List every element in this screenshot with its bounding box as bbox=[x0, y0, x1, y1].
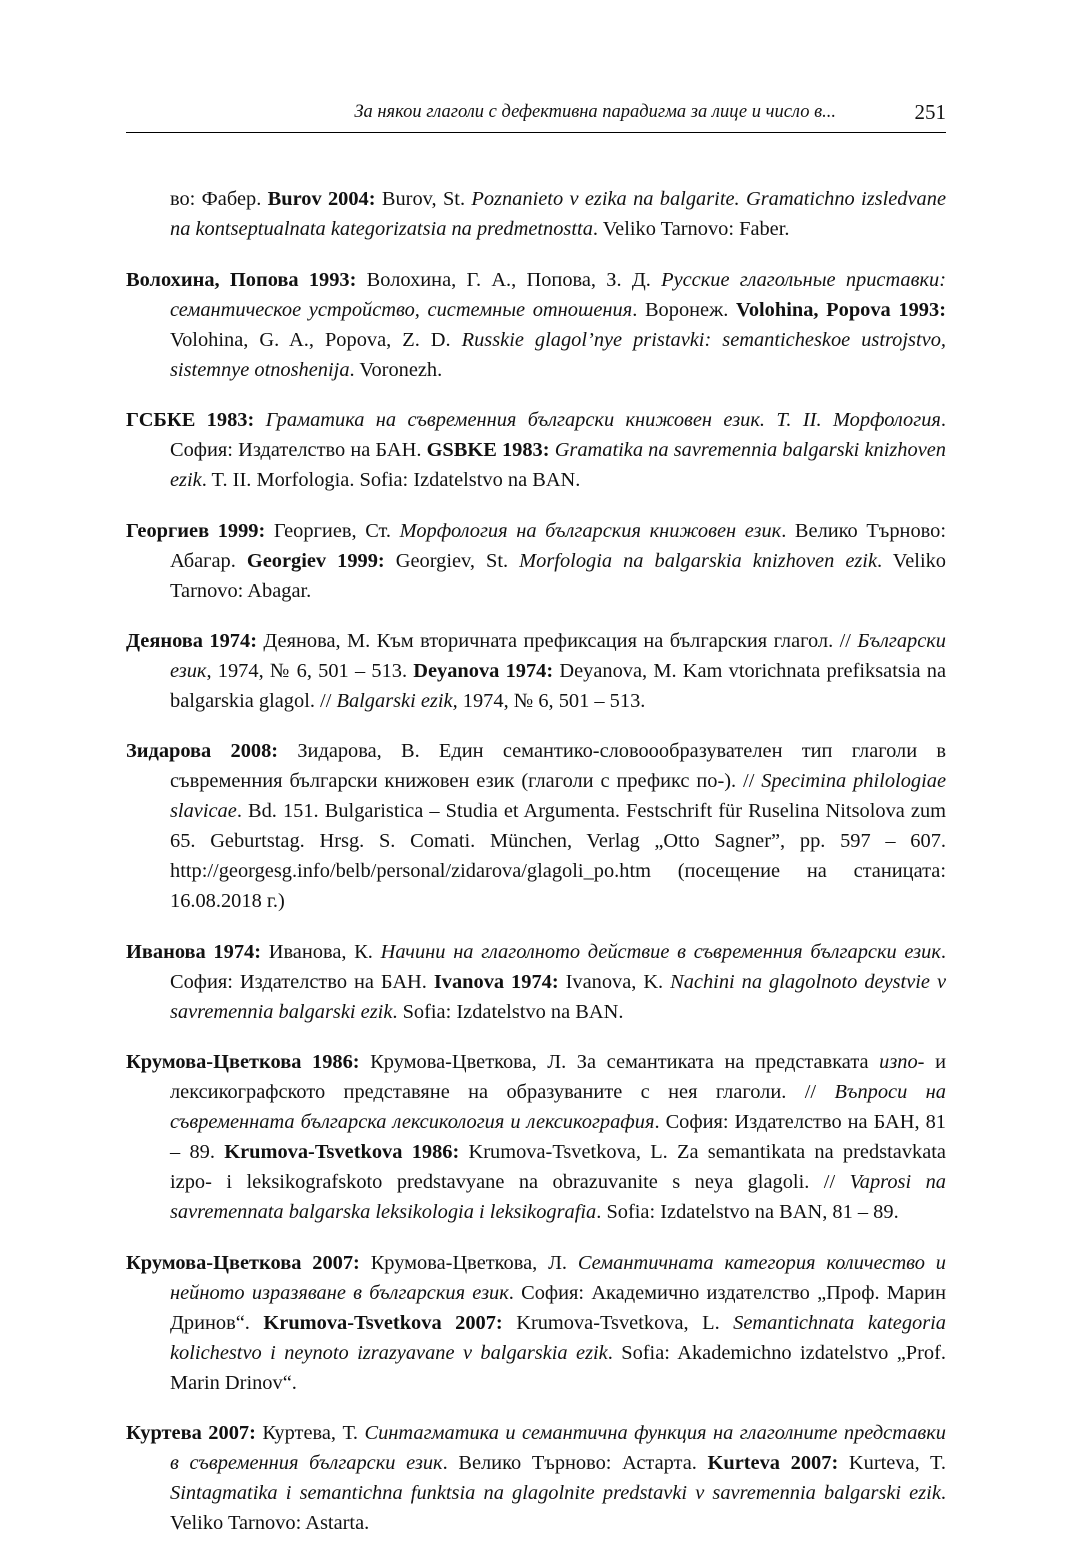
reference-entry bbox=[126, 937, 946, 1027]
reference-text: . София: Издателство на БАН, 81 – 89. bbox=[170, 1111, 946, 1164]
reference-entry bbox=[126, 1418, 946, 1538]
reference-entry bbox=[126, 265, 946, 385]
reference-key: Деянова 1974: bbox=[126, 629, 257, 652]
reference-text: Деянова, М. Към вторичната префиксация на българския глагол. // bbox=[256, 629, 858, 652]
reference-text: Куртева, Т. bbox=[255, 1421, 365, 1444]
reference-title: Въпроси на съвременната българска лексикология и лексикография bbox=[170, 1081, 946, 1134]
reference-text: Krumova-Tsvetkova, L. Za semantikata na predstavkata izpo- i leksikografskoto predstavyane na obrazuvanite s neya glagoli. // bbox=[170, 1141, 946, 1194]
reference-text: . Veliko Tarnovo: Astarta. bbox=[170, 1481, 946, 1534]
reference-title: Gramatika na savremennia balgarski knizhoven ezik bbox=[170, 439, 946, 492]
reference-key: Иванова 1974: bbox=[126, 940, 261, 963]
reference-title: Nachini na glagolnoto deystvie v savremennia balgarski ezik bbox=[170, 970, 946, 1023]
reference-text: . Велико Търново: Абагар. bbox=[170, 519, 947, 572]
reference-text: , 1974, № 6, 501 – 513. bbox=[206, 659, 414, 682]
reference-key: ГСБКЕ 1983: bbox=[126, 409, 255, 432]
reference-key: Krumova-Tsvetkova 1986: bbox=[224, 1141, 460, 1164]
reference-key: Георгиев 1999: bbox=[126, 519, 266, 542]
reference-title: Русские глагольные приставки: семантическое устройство, системные отношения bbox=[170, 268, 946, 321]
reference-key: Крумова-Цветкова 1986: bbox=[126, 1051, 360, 1074]
reference-title: Semantichnata kategoria kolichestvo i neynoto izrazyavane v balgarskia ezik bbox=[170, 1311, 947, 1364]
reference-text: Krumova-Tsvetkova, L. bbox=[502, 1311, 734, 1334]
reference-text: . София: Издателство на БАН. bbox=[170, 409, 946, 462]
reference-key: Зидарова 2008: bbox=[126, 740, 279, 763]
reference-text: . Sofia: Akademichno izdatelstvo „Prof. Marin Drinov“. bbox=[170, 1341, 946, 1394]
reference-text: Волохина, Г. А., Попова, З. Д. bbox=[356, 268, 662, 291]
reference-text: Ivanova, K. bbox=[558, 970, 671, 993]
reference-title: Morfologia na balgarskia knizhoven ezik bbox=[519, 549, 878, 572]
reference-key: Burov 2004: bbox=[267, 188, 376, 211]
reference-key: GSBKE 1983: bbox=[426, 439, 550, 462]
reference-text: Kurteva, T. bbox=[838, 1451, 947, 1474]
reference-text: . Воронеж. bbox=[632, 298, 736, 321]
reference-title: Sintagmatika i semantichna funktsia na glagolnite predstavki v savremennia balgarski ezik bbox=[170, 1481, 941, 1504]
running-header bbox=[126, 100, 946, 133]
reference-text bbox=[254, 409, 265, 431]
reference-text: во: Фабер. bbox=[170, 188, 268, 211]
reference-key: Крумова-Цветкова 2007: bbox=[126, 1251, 360, 1274]
reference-text: . T. II. Morfologia. Sofia: Izdatelstvo na BAN. bbox=[201, 469, 581, 492]
reference-title: Russkie glagol’nye pristavki: semanticheskoe ustrojstvo, sistemnye otnoshenija bbox=[170, 328, 946, 381]
reference-title: Семантичната категория количество и нейното изразяване в българския език bbox=[170, 1251, 946, 1304]
reference-entry bbox=[126, 736, 946, 916]
page-number: 251 bbox=[914, 100, 946, 124]
reference-text: Volohina, G. A., Popova, Z. D. bbox=[170, 328, 462, 351]
reference-text: . София: Издателство на БАН. bbox=[170, 940, 946, 993]
reference-title: Vaprosi na savremennata balgarska leksikologia i leksikografia bbox=[170, 1171, 946, 1224]
reference-title: Specimina philologiae slavicae bbox=[170, 770, 946, 823]
reference-title: Начини на глаголното действие в съвременния български език bbox=[380, 940, 941, 963]
reference-entry bbox=[126, 1248, 946, 1398]
reference-text: Georgiev, St. bbox=[384, 549, 520, 572]
reference-text: . Veliko Tarnovo: Faber. bbox=[592, 218, 790, 241]
reference-text: . Voronezh. bbox=[349, 358, 443, 381]
reference-entry bbox=[126, 405, 946, 495]
running-title: За някои глаголи с дефективна парадигма за лице и число в... bbox=[354, 102, 836, 122]
reference-text: . Велико Търново: Астарта. bbox=[442, 1451, 708, 1474]
reference-text: . Sofia: Izdatelstvo na BAN, 81 – 89. bbox=[596, 1201, 899, 1224]
reference-key: Georgiev 1999: bbox=[246, 549, 385, 572]
reference-text: Крумова-Цветкова, Л. За семантиката на представката bbox=[359, 1051, 880, 1074]
reference-title: Български език bbox=[170, 629, 946, 682]
reference-text: и лексикографското представяне на образуваните с нея глаголи. // bbox=[170, 1051, 946, 1104]
reference-text: . Bd. 151. Bulgaristica – Studia et Argumenta. Festschrift für Ruselina Nitsolova zum 65. Geburtstag. Hrsg. S. Comati. München, Verlag „Otto Sagner”, pp. 597 – 607. http://georgesg.info/belb/personal/zidarova/glagoli_po.htm (посещение на станицата: 16.08.2018 г.) bbox=[170, 800, 946, 913]
reference-key: Deyanova 1974: bbox=[413, 659, 554, 682]
reference-title: Balgarski ezik, bbox=[336, 689, 458, 712]
reference-text: . София: Академично издателство „Проф. Марин Дринов“. bbox=[170, 1281, 946, 1334]
reference-text: Георгиев, Ст. bbox=[265, 519, 400, 542]
reference-text: 1974, № 6, 501 – 513. bbox=[457, 689, 646, 712]
reference-text: Burov, St. bbox=[375, 188, 472, 211]
reference-title: изпо- bbox=[879, 1051, 925, 1074]
reference-entry bbox=[126, 1047, 946, 1227]
reference-key: Volohina, Popova 1993: bbox=[735, 298, 946, 321]
reference-title: Граматика на съвременния български книжовен език. Т. II. Морфология bbox=[265, 409, 941, 432]
reference-text: Иванова, К. bbox=[261, 940, 381, 963]
reference-key: Krumova-Tsvetkova 2007: bbox=[263, 1311, 503, 1334]
reference-text: . Sofia: Izdatelstvo na BAN. bbox=[392, 1000, 624, 1023]
reference-text: Deyanova, M. Kam vtorichnata prefiksatsia na balgarskia glagol. // bbox=[170, 659, 946, 712]
reference-title: Морфология на българския книжовен език bbox=[399, 519, 782, 542]
reference-title: Poznanieto v ezika na balgarite. Gramatichno izsledvane na kontseptualnata kategorizatsia na predmetnostta bbox=[170, 188, 946, 241]
reference-text: Крумова-Цветкова, Л. bbox=[359, 1251, 578, 1274]
reference-entry bbox=[126, 626, 946, 716]
reference-entry bbox=[126, 516, 946, 606]
reference-key: Kurteva 2007: bbox=[707, 1451, 839, 1474]
reference-key: Куртева 2007: bbox=[126, 1421, 256, 1444]
reference-title: Синтагматика и семантична функция на глаголните представки в съвременния български език bbox=[170, 1421, 946, 1474]
reference-key: Волохина, Попова 1993: bbox=[126, 268, 357, 291]
reference-text: . Veliko Tarnovo: Abagar. bbox=[170, 549, 947, 602]
reference-key: Ivanova 1974: bbox=[433, 970, 559, 993]
reference-text: Зидарова, В. Един семантико-словоообразувателен тип глаголи в съвременния български книжовен език (глаголи с префикс по-). // bbox=[170, 740, 946, 793]
reference-entry bbox=[126, 184, 946, 244]
reference-list bbox=[126, 164, 946, 1544]
